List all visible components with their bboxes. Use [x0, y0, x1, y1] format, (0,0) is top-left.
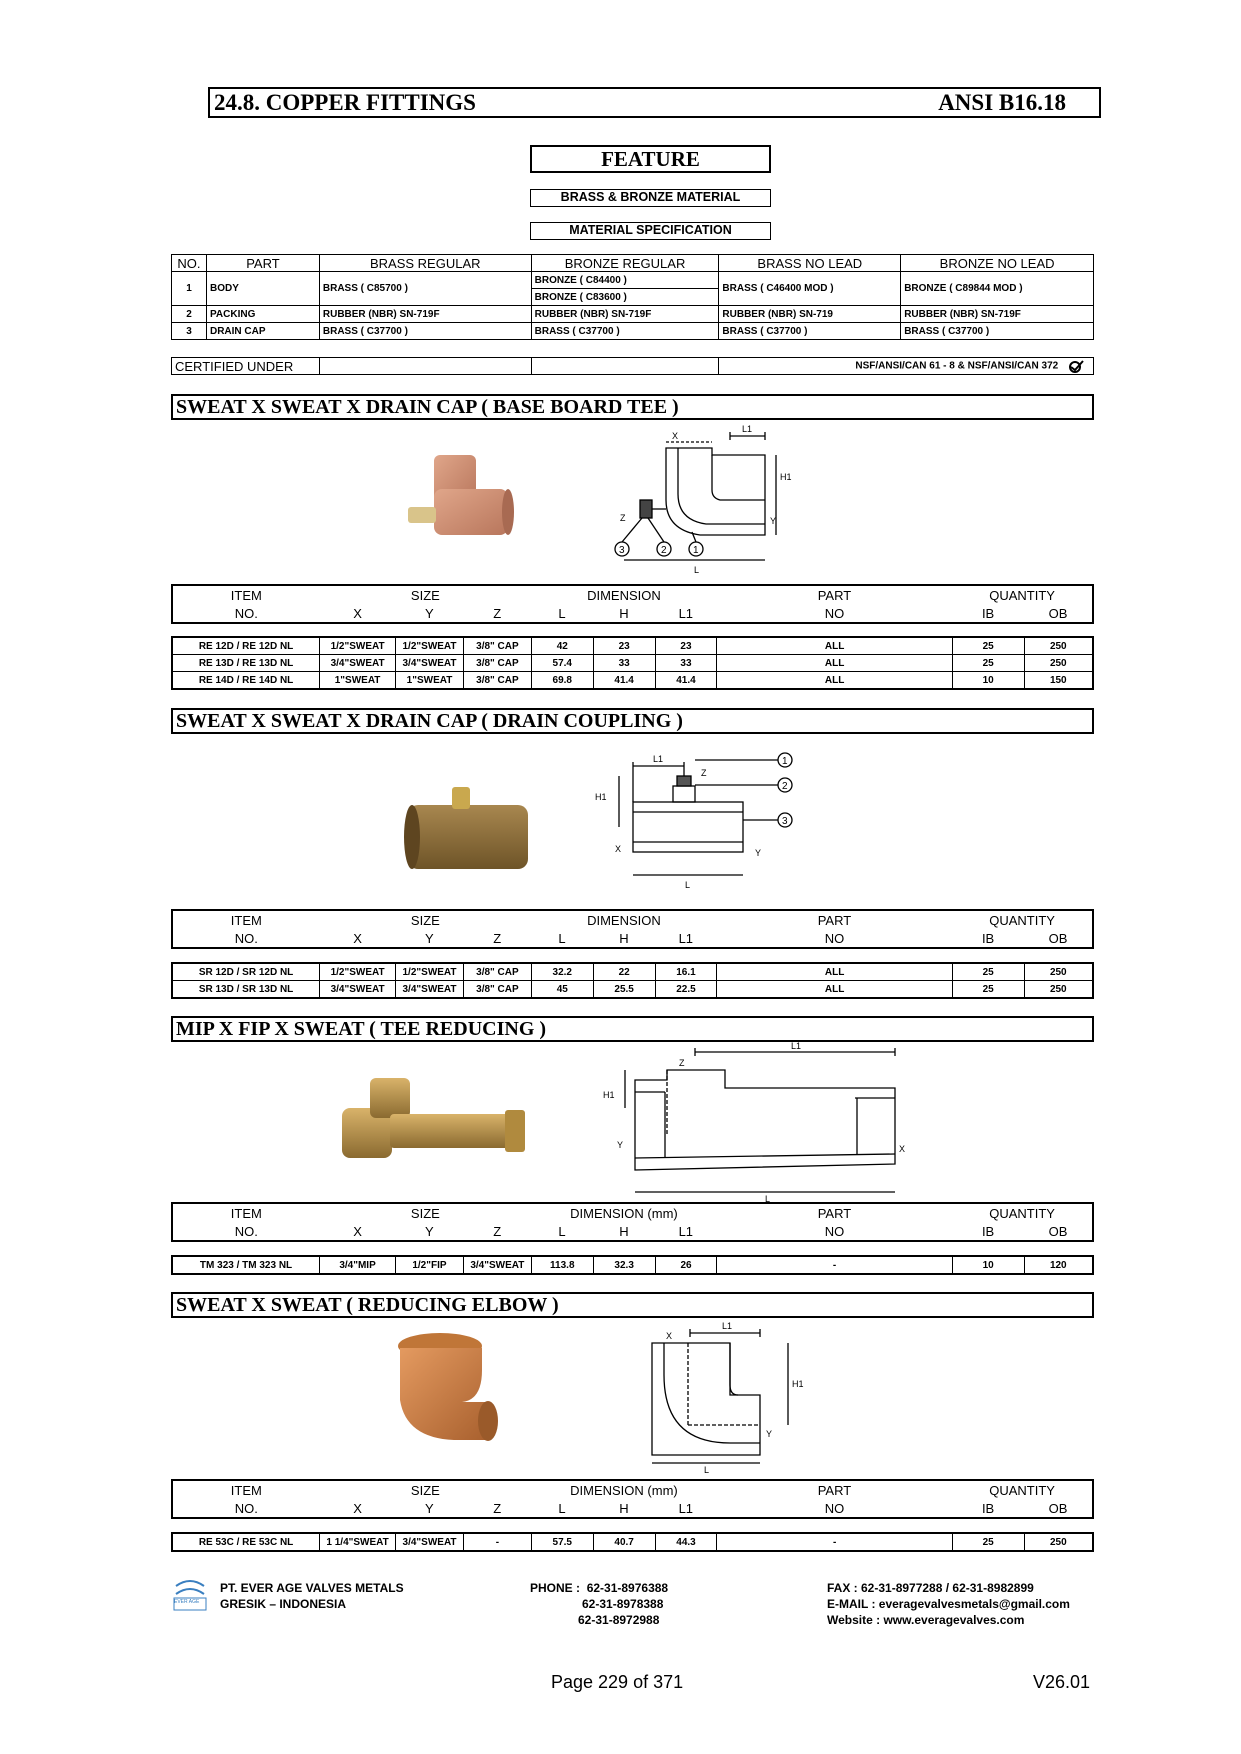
dim-h1-label: H1 — [595, 792, 607, 802]
table-row — [172, 963, 1093, 981]
footer-contact — [827, 1580, 1070, 1628]
cell-size-z: 3/8" CAP — [463, 637, 531, 655]
footer-company — [220, 1580, 404, 1612]
callout-1: 1 — [693, 545, 699, 556]
cell-part-no: ALL — [717, 655, 952, 672]
certified-value-cell — [719, 358, 1094, 375]
dim-l1-label: L1 — [653, 754, 664, 764]
hdr-l1: L1 — [678, 930, 694, 946]
cell-dim-h: 25.5 — [593, 981, 655, 999]
certified-value: NSF/ANSI/CAN 61 - 8 & NSF/ANSI/CAN 372 — [855, 360, 1059, 372]
hdr-size: SIZE — [410, 587, 440, 603]
hdr-quantity: QUANTITY — [989, 912, 1055, 928]
cell-item-no: RE 12D / RE 12D NL — [172, 637, 320, 655]
hdr-size: SIZE — [410, 1482, 440, 1498]
dim-l1-label: L1 — [722, 1321, 733, 1331]
hdr-size: SIZE — [410, 912, 440, 928]
callout-3: 3 — [782, 816, 788, 827]
base-board-tee-drawing — [600, 420, 800, 580]
hdr-quantity: QUANTITY — [989, 1205, 1055, 1221]
standard-label: ANSI B16.18 — [938, 90, 1066, 115]
cell-qty-ob: 250 — [1024, 963, 1093, 981]
hdr-h: H — [619, 605, 629, 621]
hdr-quantity: QUANTITY — [989, 1482, 1055, 1498]
feature-heading: FEATURE — [530, 145, 771, 173]
tee-reducing-drawing — [595, 1040, 915, 1210]
hdr-dimension: DIMENSION (mm) — [570, 1205, 678, 1221]
hdr-part: PART — [817, 912, 852, 928]
table-row — [172, 1533, 1093, 1551]
cell-brass-no-lead: RUBBER (NBR) SN-719 — [719, 306, 901, 323]
cell-size-z: 3/8" CAP — [463, 655, 531, 672]
hdr-x: X — [353, 1500, 362, 1516]
hdr-y: Y — [425, 930, 434, 946]
hdr-z: Z — [493, 1500, 502, 1516]
dim-z-label: Z — [701, 768, 707, 778]
certified-table — [171, 357, 1094, 375]
cell-item-no: TM 323 / TM 323 NL — [172, 1256, 320, 1274]
hdr-y: Y — [425, 1500, 434, 1516]
hdr-item: ITEM — [230, 1205, 262, 1221]
dim-l-label: L — [694, 565, 700, 575]
hdr-l: L — [558, 1223, 566, 1239]
cell-bronze-no-lead: BRONZE ( C89844 MOD ) — [901, 272, 1094, 306]
cell-size-x: 1/2"SWEAT — [320, 637, 396, 655]
company-logo-text: EVER AGE — [174, 1599, 200, 1605]
hdr-dimension: DIMENSION — [587, 587, 661, 603]
callout-1: 1 — [782, 756, 788, 767]
cell-qty-ib: 10 — [952, 1256, 1024, 1274]
hdr-z: Z — [493, 930, 502, 946]
hdr-z: Z — [493, 605, 502, 621]
material-row — [172, 306, 1094, 323]
cell-part-no: ALL — [717, 981, 952, 999]
hdr-y: Y — [425, 605, 434, 621]
hdr-l1: L1 — [678, 1500, 694, 1516]
base-board-tee-photo — [398, 447, 538, 547]
cell-bronze-regular: BRASS ( C37700 ) — [531, 323, 719, 340]
cell-qty-ob: 250 — [1024, 637, 1093, 655]
cell-dim-l1: 16.1 — [655, 963, 717, 981]
reducing-elbow-drawing — [630, 1315, 830, 1475]
cell-size-y: 1"SWEAT — [396, 672, 464, 690]
certified-blank — [531, 358, 719, 375]
section-title-reducing-elbow: SWEAT X SWEAT ( REDUCING ELBOW ) — [171, 1292, 1094, 1318]
dim-l-label: L — [765, 1194, 771, 1204]
cell-qty-ob: 150 — [1024, 672, 1093, 690]
spec-header-table — [171, 1479, 1094, 1519]
cell-size-y: 1/2"SWEAT — [396, 637, 464, 655]
cell-size-y: 3/4"SWEAT — [396, 655, 464, 672]
hdr-x: X — [353, 1223, 362, 1239]
phone-label: PHONE : — [530, 1581, 581, 1595]
cell-part: DRAIN CAP — [206, 323, 319, 340]
cell-dim-l1: 22.5 — [655, 981, 717, 999]
cell-dim-h: 40.7 — [593, 1533, 655, 1551]
cell-size-x: 1/2"SWEAT — [320, 963, 396, 981]
company-name: PT. EVER AGE VALVES METALS — [220, 1581, 404, 1595]
company-logo-icon — [172, 1578, 208, 1612]
dim-z-label: Z — [679, 1058, 685, 1068]
cell-brass-regular: BRASS ( C85700 ) — [319, 272, 531, 306]
cell-dim-l1: 23 — [655, 637, 717, 655]
footer-phones — [530, 1580, 668, 1628]
hdr-ib: IB — [981, 605, 995, 621]
cell-part-no: ALL — [717, 963, 952, 981]
dim-x-label: X — [672, 431, 679, 441]
cell-dim-h: 22 — [593, 963, 655, 981]
cell-dim-h: 33 — [593, 655, 655, 672]
cell-brass-regular: BRASS ( C37700 ) — [319, 323, 531, 340]
dim-z-label: Z — [620, 513, 626, 523]
dim-x-label: X — [899, 1144, 906, 1154]
cell-size-x: 1 1/4"SWEAT — [320, 1533, 396, 1551]
header-brass-regular: BRASS REGULAR — [319, 255, 531, 272]
fax-number: FAX : 62-31-8977288 / 62-31-8982899 — [827, 1581, 1034, 1595]
spec-header-table — [171, 909, 1094, 949]
cell-item-no: RE 53C / RE 53C NL — [172, 1533, 320, 1551]
hdr-z: Z — [493, 1223, 502, 1239]
cell-size-z: 3/4"SWEAT — [463, 1256, 531, 1274]
cell-dim-h: 32.3 — [593, 1256, 655, 1274]
dim-l-label: L — [685, 880, 691, 890]
cell-item-no: SR 13D / SR 13D NL — [172, 981, 320, 999]
section-title-tee-reducing: MIP X FIP X SWEAT ( TEE REDUCING ) — [171, 1016, 1094, 1042]
page-title: 24.8. COPPER FITTINGS — [214, 90, 476, 115]
data-table — [171, 636, 1094, 690]
dim-l-label: L — [704, 1465, 710, 1475]
dim-y-label: Y — [755, 848, 762, 858]
spec-header-table — [171, 1202, 1094, 1242]
hdr-quantity: QUANTITY — [989, 587, 1055, 603]
certification-mark-icon — [1067, 359, 1085, 373]
hdr-l1: L1 — [678, 605, 694, 621]
header-brass-no-lead: BRASS NO LEAD — [719, 255, 901, 272]
hdr-item: ITEM — [230, 587, 262, 603]
material-row — [172, 272, 1094, 289]
dim-x-label: X — [666, 1331, 673, 1341]
cell-dim-l: 113.8 — [531, 1256, 593, 1274]
cell-qty-ib: 25 — [952, 963, 1024, 981]
cell-brass-regular: RUBBER (NBR) SN-719F — [319, 306, 531, 323]
material-spec-label: MATERIAL SPECIFICATION — [530, 222, 771, 240]
section-title-drain-coupling: SWEAT X SWEAT X DRAIN CAP ( DRAIN COUPLING ) — [171, 708, 1094, 734]
cell-size-z: 3/8" CAP — [463, 981, 531, 999]
hdr-no: NO. — [234, 930, 258, 946]
dim-h1-label: H1 — [792, 1379, 804, 1389]
hdr-l: L — [558, 605, 566, 621]
hdr-part-no: NO — [824, 1500, 845, 1516]
cell-item-no: RE 13D / RE 13D NL — [172, 655, 320, 672]
header-bronze-regular: BRONZE REGULAR — [531, 255, 719, 272]
header-no: NO. — [172, 255, 207, 272]
cell-dim-l: 42 — [531, 637, 593, 655]
hdr-h: H — [619, 1223, 629, 1239]
cell-size-y: 1/2"FIP — [395, 1256, 463, 1274]
dim-l1-label: L1 — [791, 1041, 802, 1051]
cell-size-x: 3/4"SWEAT — [320, 981, 396, 999]
hdr-dimension: DIMENSION (mm) — [570, 1482, 678, 1498]
cell-qty-ob: 120 — [1024, 1256, 1093, 1274]
cell-dim-l: 57.4 — [531, 655, 593, 672]
drain-coupling-drawing — [595, 740, 805, 900]
hdr-x: X — [353, 605, 362, 621]
drain-coupling-photo — [398, 775, 538, 875]
hdr-item: ITEM — [230, 912, 262, 928]
hdr-ob: OB — [1048, 605, 1068, 621]
hdr-size: SIZE — [410, 1205, 440, 1221]
hdr-ob: OB — [1048, 1223, 1068, 1239]
hdr-ib: IB — [981, 930, 995, 946]
table-row — [172, 637, 1093, 655]
cell-qty-ib: 25 — [952, 1533, 1024, 1551]
dim-y-label: Y — [617, 1140, 624, 1150]
spec-header-table — [171, 584, 1094, 624]
data-table — [171, 1255, 1094, 1275]
dim-h1-label: H1 — [603, 1090, 615, 1100]
dim-y-label: Y — [770, 516, 777, 526]
page-number: Page 229 of 371 — [551, 1672, 684, 1692]
cell-dim-l: 32.2 — [531, 963, 593, 981]
hdr-ob: OB — [1048, 930, 1068, 946]
certified-blank — [319, 358, 531, 375]
hdr-l: L — [558, 930, 566, 946]
title-bar — [208, 87, 1101, 118]
callout-2: 2 — [782, 781, 788, 792]
hdr-h: H — [619, 930, 629, 946]
hdr-y: Y — [425, 1223, 434, 1239]
hdr-part: PART — [817, 1205, 852, 1221]
table-row — [172, 672, 1093, 690]
website-link: Website : www.everagevalves.com — [827, 1613, 1025, 1627]
cell-qty-ib: 10 — [952, 672, 1024, 690]
hdr-no: NO. — [234, 605, 258, 621]
material-table — [171, 254, 1094, 340]
cell-dim-l: 45 — [531, 981, 593, 999]
cell-part-no: ALL — [717, 637, 952, 655]
cell-no: 3 — [172, 323, 207, 340]
cell-bronze-no-lead: BRASS ( C37700 ) — [901, 323, 1094, 340]
table-row — [172, 1256, 1093, 1274]
hdr-l1: L1 — [678, 1223, 694, 1239]
cell-dim-l1: 33 — [655, 655, 717, 672]
dim-h1-label: H1 — [780, 472, 792, 482]
cell-size-x: 1"SWEAT — [320, 672, 396, 690]
cell-size-y: 1/2"SWEAT — [396, 963, 464, 981]
cell-item-no: RE 14D / RE 14D NL — [172, 672, 320, 690]
cell-bronze-regular: BRONZE ( C83600 ) — [531, 289, 719, 306]
cell-dim-l: 69.8 — [531, 672, 593, 690]
cell-part: BODY — [206, 272, 319, 306]
email-address: E-MAIL : everagevalvesmetals@gmail.com — [827, 1597, 1070, 1611]
data-table — [171, 962, 1094, 999]
company-logo — [172, 1578, 208, 1617]
cell-qty-ib: 25 — [952, 655, 1024, 672]
hdr-no: NO. — [234, 1223, 258, 1239]
hdr-part-no: NO — [824, 605, 845, 621]
hdr-h: H — [619, 1500, 629, 1516]
section-title-base-board-tee: SWEAT X SWEAT X DRAIN CAP ( BASE BOARD TEE ) — [171, 394, 1094, 420]
cell-part-no: - — [717, 1533, 952, 1551]
cell-brass-no-lead: BRASS ( C46400 MOD ) — [719, 272, 901, 306]
cell-bronze-regular: RUBBER (NBR) SN-719F — [531, 306, 719, 323]
cell-bronze-no-lead: RUBBER (NBR) SN-719F — [901, 306, 1094, 323]
header-bronze-no-lead: BRONZE NO LEAD — [901, 255, 1094, 272]
cell-size-z: - — [464, 1533, 532, 1551]
cell-item-no: SR 12D / SR 12D NL — [172, 963, 320, 981]
cell-qty-ib: 25 — [952, 637, 1024, 655]
callout-2: 2 — [661, 545, 667, 556]
cell-size-z: 3/8" CAP — [463, 672, 531, 690]
cell-dim-l1: 44.3 — [655, 1533, 717, 1551]
dim-x-label: X — [615, 844, 622, 854]
hdr-l: L — [558, 1500, 566, 1516]
phone-1: 62-31-8976388 — [586, 1581, 669, 1595]
cell-size-x: 3/4"MIP — [320, 1256, 396, 1274]
cell-no: 2 — [172, 306, 207, 323]
cell-part-no: ALL — [717, 672, 952, 690]
company-location: GRESIK – INDONESIA — [220, 1597, 347, 1611]
cell-brass-no-lead: BRASS ( C37700 ) — [719, 323, 901, 340]
cell-size-x: 3/4"SWEAT — [320, 655, 396, 672]
hdr-part-no: NO — [824, 1223, 845, 1239]
cell-qty-ob: 250 — [1024, 1533, 1093, 1551]
cell-qty-ob: 250 — [1024, 655, 1093, 672]
header-part: PART — [206, 255, 319, 272]
hdr-part: PART — [817, 1482, 852, 1498]
cell-part-no: - — [717, 1256, 952, 1274]
material-row — [172, 323, 1094, 340]
callout-3: 3 — [619, 545, 625, 556]
cell-no: 1 — [172, 272, 207, 306]
material-label: BRASS & BRONZE MATERIAL — [530, 189, 771, 207]
cell-dim-h: 41.4 — [593, 672, 655, 690]
version-label: V26.01 — [1033, 1672, 1091, 1692]
cell-part: PACKING — [206, 306, 319, 323]
hdr-dimension: DIMENSION — [587, 912, 661, 928]
table-row — [172, 655, 1093, 672]
hdr-item: ITEM — [230, 1482, 262, 1498]
hdr-ib: IB — [981, 1500, 995, 1516]
cell-size-z: 3/8" CAP — [463, 963, 531, 981]
cell-bronze-regular: BRONZE ( C84400 ) — [531, 272, 719, 289]
tee-reducing-photo — [330, 1068, 540, 1168]
cell-size-y: 3/4"SWEAT — [396, 1533, 464, 1551]
hdr-ob: OB — [1048, 1500, 1068, 1516]
hdr-x: X — [353, 930, 362, 946]
cell-qty-ob: 250 — [1024, 981, 1093, 999]
cell-size-y: 3/4"SWEAT — [396, 981, 464, 999]
hdr-part: PART — [817, 587, 852, 603]
phone-2: 62-31-8978388 — [582, 1597, 664, 1611]
cell-qty-ib: 25 — [952, 981, 1024, 999]
cell-dim-h: 23 — [593, 637, 655, 655]
dim-y-label: Y — [766, 1429, 773, 1439]
material-header-row — [172, 255, 1094, 272]
phone-3: 62-31-8972988 — [578, 1613, 660, 1627]
certified-label: CERTIFIED UNDER — [172, 358, 320, 375]
hdr-ib: IB — [981, 1223, 995, 1239]
cell-dim-l1: 26 — [655, 1256, 717, 1274]
table-row — [172, 981, 1093, 999]
hdr-part-no: NO — [824, 930, 845, 946]
cell-dim-l1: 41.4 — [655, 672, 717, 690]
hdr-no: NO. — [234, 1500, 258, 1516]
dim-l1-label: L1 — [742, 424, 753, 434]
cell-dim-l: 57.5 — [531, 1533, 593, 1551]
reducing-elbow-photo — [392, 1330, 512, 1455]
data-table — [171, 1532, 1094, 1552]
